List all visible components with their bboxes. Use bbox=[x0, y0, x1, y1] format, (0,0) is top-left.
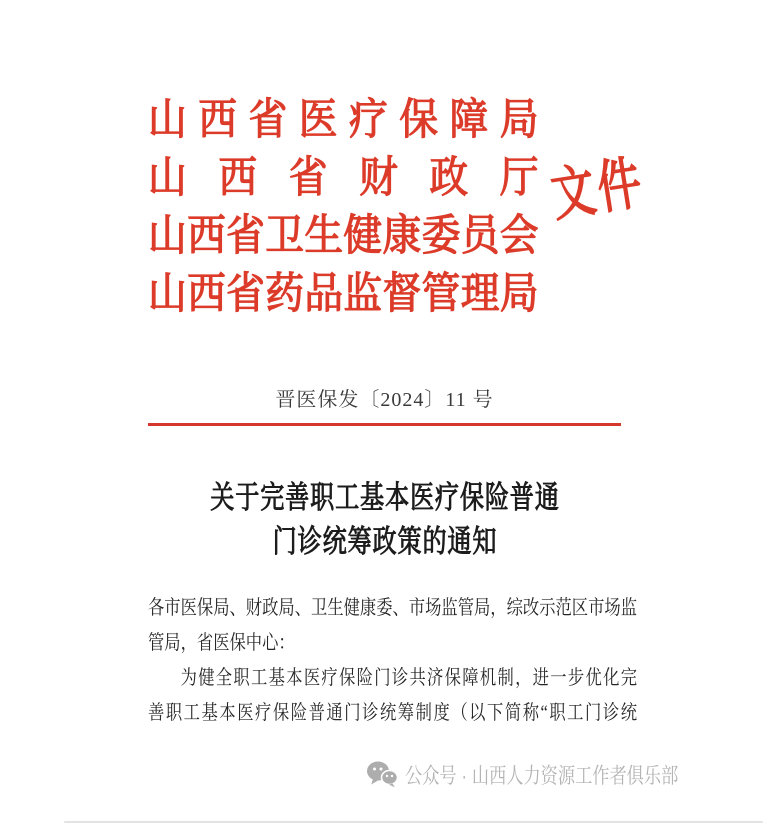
agency-name-block bbox=[148, 92, 539, 324]
footer-watermark bbox=[366, 757, 747, 791]
document-title-line bbox=[148, 476, 621, 520]
body-paragraph-line: 为健全职工基本医疗保险门诊共济保障机制，进一步优化完 bbox=[180, 667, 637, 689]
doc-type-label: 文件 bbox=[546, 149, 649, 229]
wechat-icon bbox=[366, 760, 398, 788]
body-paragraph-line: 善职工基本医疗保险普通门诊统筹制度（以下简称“职工门诊统 bbox=[148, 702, 637, 724]
document-title-text: 关于完善职工基本医疗保险普通 bbox=[209, 480, 560, 515]
salutation-line: 管局，省医保中心： bbox=[148, 632, 295, 654]
agency-name: 山西省财政厅 bbox=[148, 155, 539, 202]
footer-account-text: 公众号 · 山西人力资源工作者俱乐部 bbox=[405, 763, 679, 788]
doc-number: 晋医保发〔2024〕11 号 bbox=[275, 389, 494, 411]
salutation-line: 各市医保局、财政局、卫生健康委、市场监管局，综改示范区市场监 bbox=[148, 597, 637, 619]
agency-name: 山西省医疗保障局 bbox=[148, 97, 539, 144]
document-title bbox=[148, 476, 621, 564]
bottom-edge-line bbox=[64, 821, 763, 823]
document-title-text: 门诊统筹政策的通知 bbox=[272, 524, 497, 559]
document-body bbox=[148, 591, 637, 731]
agency-name: 山西省药品监督管理局 bbox=[148, 271, 539, 318]
red-divider-line bbox=[148, 423, 621, 426]
agency-name: 山西省卫生健康委员会 bbox=[148, 213, 539, 260]
document-title-line bbox=[148, 520, 621, 564]
